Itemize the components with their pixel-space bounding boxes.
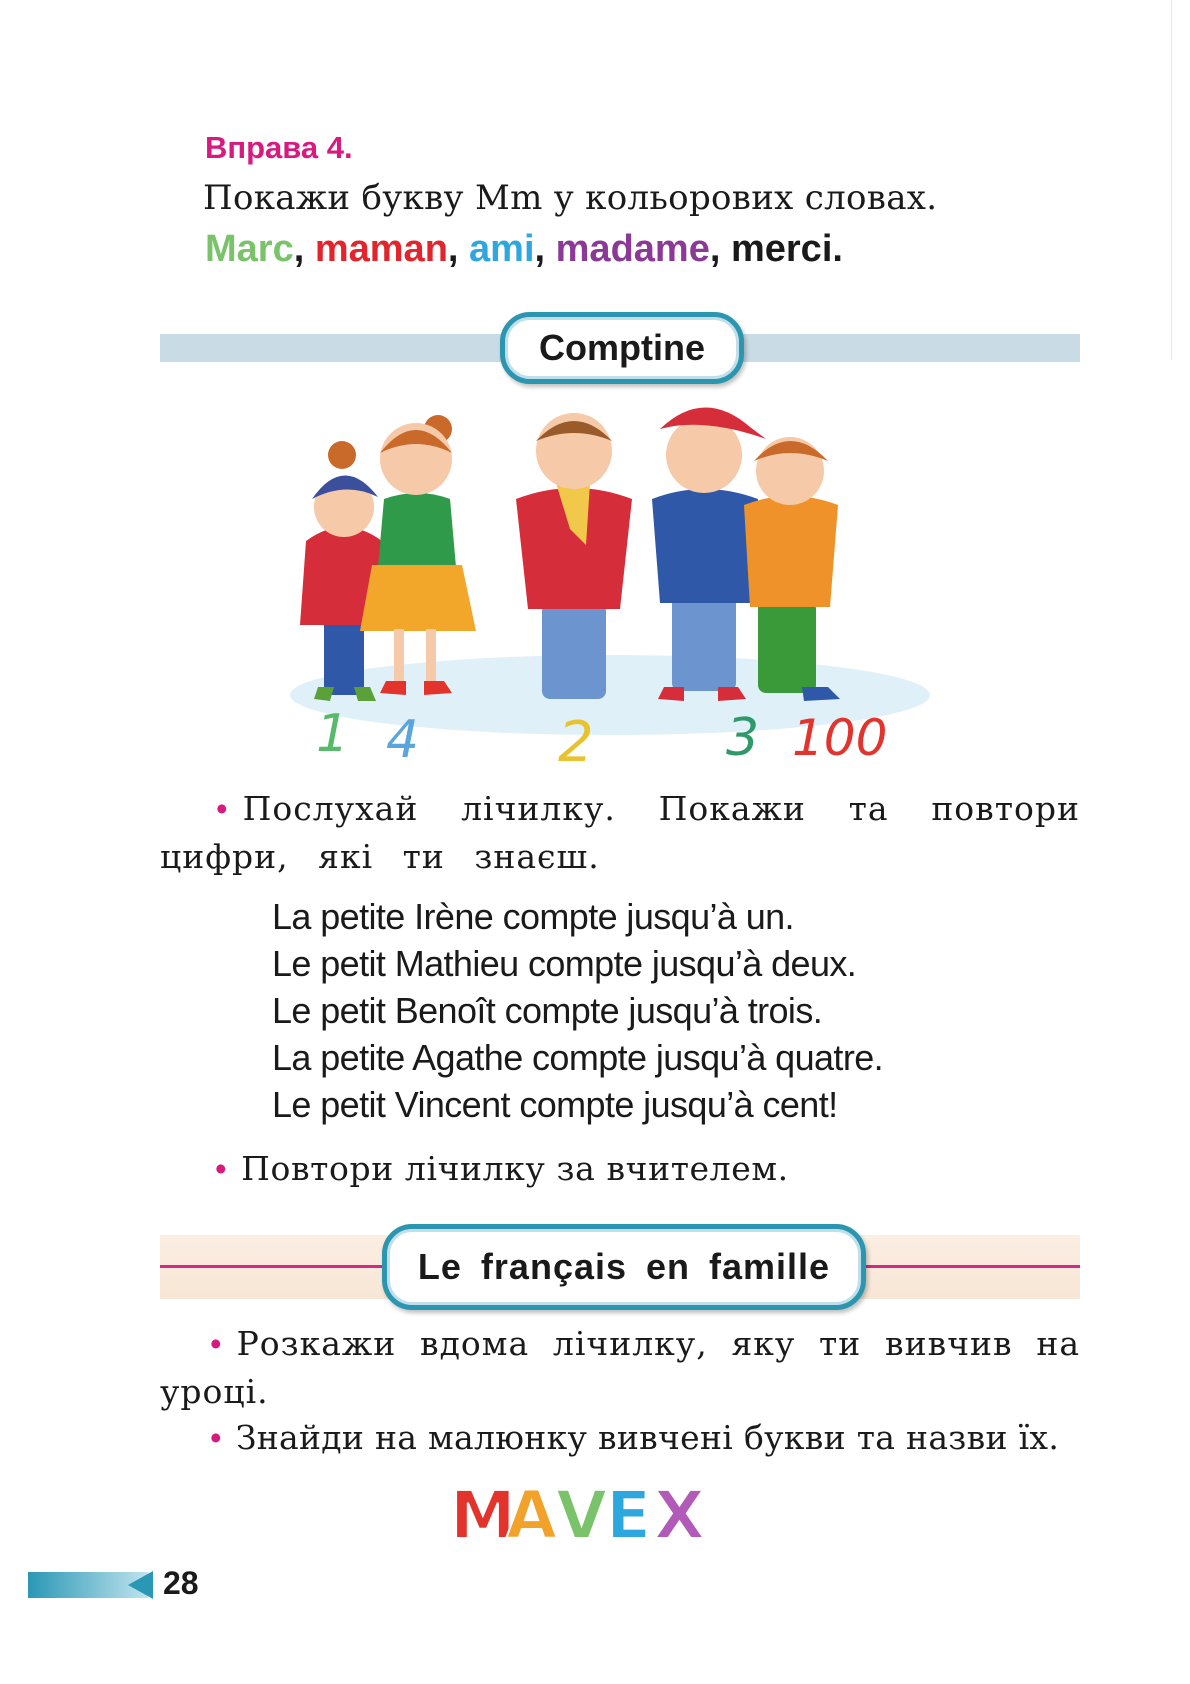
word-ami: ami — [469, 228, 535, 270]
number-3: 3 — [726, 708, 760, 768]
poem-line: Le petit Vincent compte jusqu’à cent! — [272, 1084, 838, 1125]
poem-line: La petite Agathe compte jusqu’à quatre. — [272, 1037, 884, 1078]
letter-e: E — [606, 1477, 652, 1550]
exercise-title: Вправа 4. — [205, 130, 353, 165]
bullet-icon: • — [210, 1419, 222, 1456]
word-madame: madame — [555, 228, 710, 270]
word-maman: maman — [314, 228, 448, 270]
famille-heading: Le français en famille — [382, 1224, 866, 1310]
bullet-icon: • — [215, 1150, 228, 1187]
page-number: 28 — [163, 1565, 199, 1601]
poem-line: La petite Irène compte jusqu’à un. — [272, 896, 794, 937]
tell-at-home-text: Розкажи вдома лічилку, яку ти вивчив на уроці. — [160, 1324, 1080, 1411]
colored-words: Marc, maman, ami, madame, merci. — [205, 228, 843, 270]
word-separator: , — [709, 228, 721, 270]
number-2: 2 — [558, 710, 594, 775]
repeat-instruction — [215, 1145, 1075, 1193]
child-boy-orange-jacket — [744, 437, 840, 701]
listen-instruction — [160, 785, 1080, 881]
letter-a: A — [506, 1477, 558, 1550]
page-arrow-icon — [128, 1571, 153, 1599]
repeat-instruction-text: Повтори лічилку за вчителем. — [241, 1149, 789, 1188]
number-100: 100 — [792, 709, 888, 767]
comptine-heading: Comptine — [500, 312, 744, 384]
number-4: 4 — [386, 710, 420, 770]
word-separator: , — [447, 228, 459, 270]
exercise-instruction: Покажи букву Mm у кольорових словах. — [203, 178, 938, 218]
page-edge-line — [1171, 0, 1172, 360]
bullet-icon: • — [216, 790, 229, 827]
letter-v: V — [556, 1477, 608, 1550]
children-counting-illustration — [280, 395, 940, 780]
letter-m: M — [450, 1477, 516, 1550]
number-1: 1 — [316, 704, 350, 764]
word-separator: , — [534, 228, 546, 270]
colored-letters-mavex — [450, 1470, 710, 1550]
word-separator: , — [293, 228, 305, 270]
counting-rhyme — [272, 893, 883, 1128]
poem-line: Le petit Mathieu compte jusqu’à deux. — [272, 943, 857, 984]
word-merci: merci — [730, 228, 833, 270]
tell-at-home-task — [160, 1320, 1080, 1416]
letter-x: X — [654, 1477, 705, 1550]
find-letters-task — [210, 1414, 1090, 1462]
find-letters-text: Знайди на малюнку вивчені букви та назви їх. — [235, 1418, 1060, 1457]
listen-instruction-text: Послухай лічилку. Покажи та повтори цифри, які ти знаєш. — [160, 789, 1080, 876]
bullet-icon: • — [210, 1325, 223, 1362]
word-marc: Marc — [205, 228, 294, 270]
poem-line: Le petit Benoît compte jusqu’à trois. — [272, 990, 823, 1031]
